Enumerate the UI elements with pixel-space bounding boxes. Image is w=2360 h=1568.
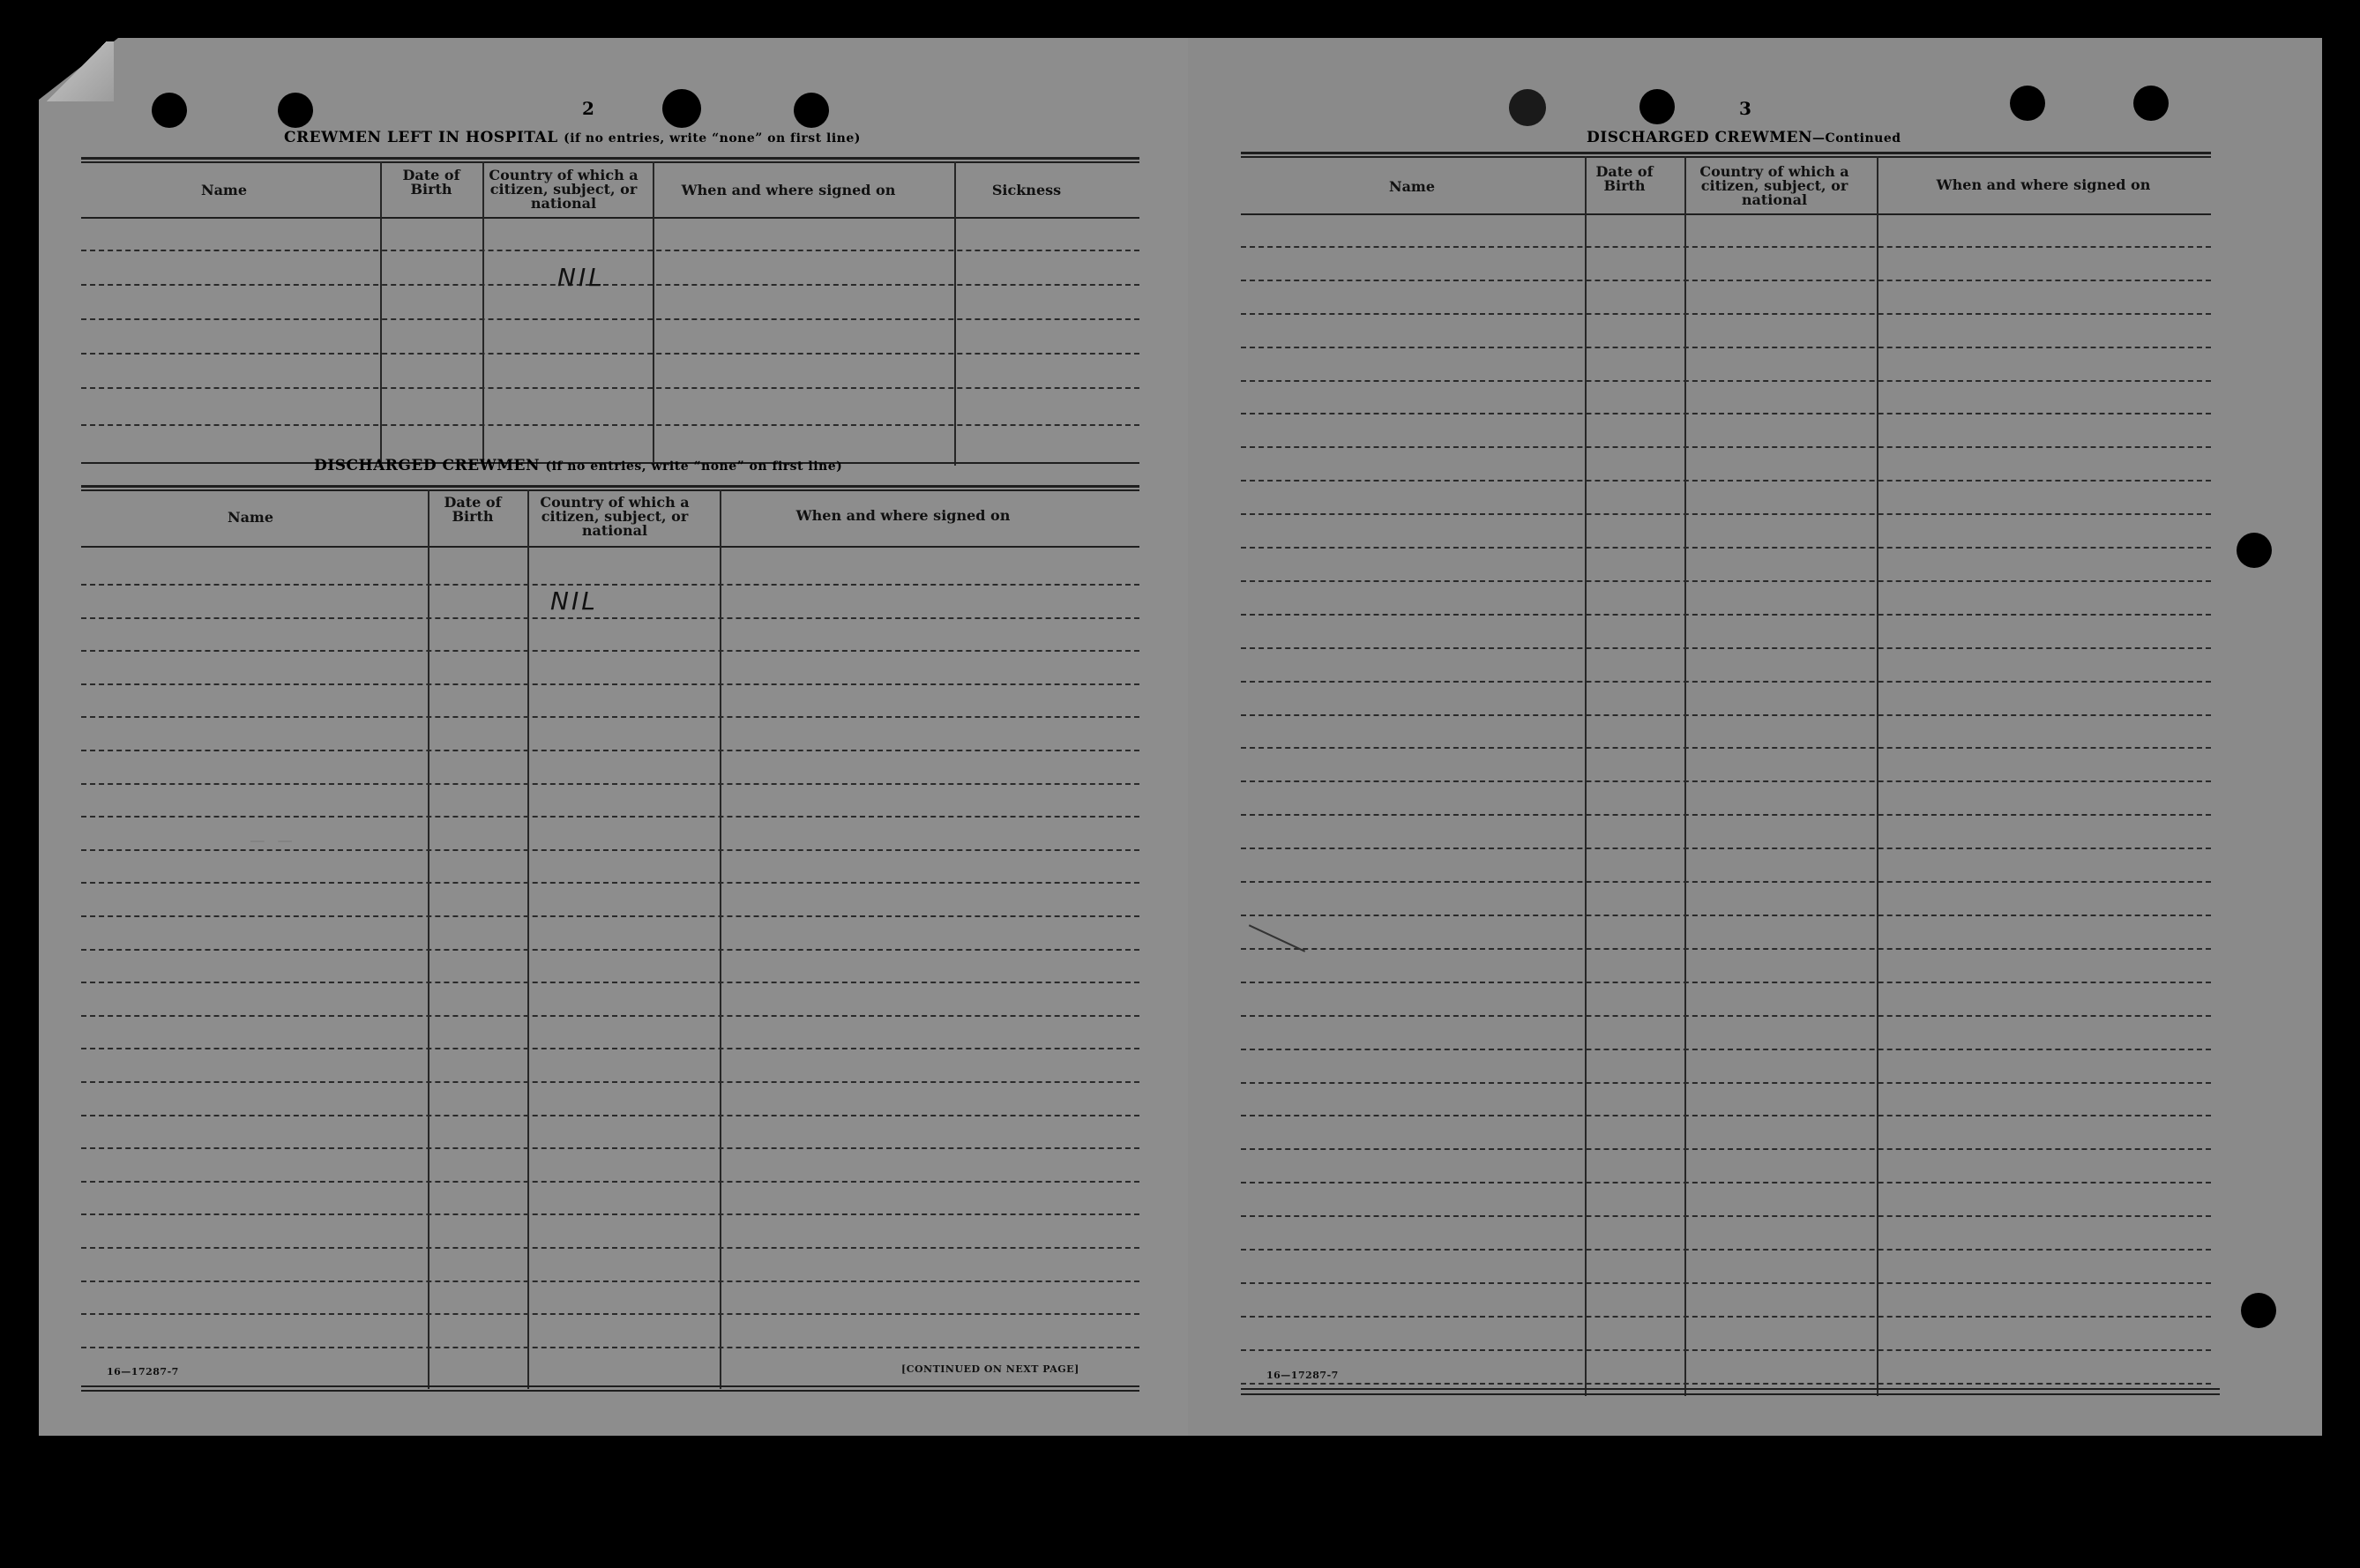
punch-hole — [1509, 89, 1546, 126]
column-header-date-of-birth: Date of Birth — [402, 167, 460, 198]
column-divider — [482, 161, 484, 466]
table-row — [81, 1247, 1139, 1249]
table-row — [1241, 1148, 2211, 1150]
discharged-continued-title-main: DISCHARGED CREWMEN — [1587, 129, 1813, 146]
discharged-continued-title — [1587, 129, 1901, 146]
table-row — [1241, 1215, 2211, 1217]
page-number: 2 — [582, 98, 594, 119]
column-divider — [428, 489, 429, 1389]
table-row — [1241, 547, 2211, 549]
table-row — [1241, 580, 2211, 582]
table-row — [81, 683, 1139, 685]
hospital-title-main: CREWMEN LEFT IN HOSPITAL — [284, 129, 558, 146]
column-header-name: Name — [200, 182, 248, 198]
discharged-title-main: DISCHARGED CREWMEN — [314, 457, 541, 474]
table-row — [1241, 814, 2211, 816]
table-bottom-rule — [1241, 1388, 2220, 1390]
header-bottom-rule — [81, 546, 1139, 548]
right-page — [1188, 38, 2322, 1436]
punch-hole — [1639, 89, 1675, 124]
table-row — [1241, 614, 2211, 616]
column-divider — [1585, 156, 1587, 1396]
table-row — [1241, 446, 2211, 448]
column-header-country: Country of which a citizen, subject, or national — [540, 494, 690, 539]
table-row — [81, 1213, 1139, 1215]
table-bottom-rule — [81, 1390, 1139, 1392]
table-row — [1241, 1383, 2211, 1385]
table-row — [1241, 1316, 2211, 1318]
table-row — [1241, 780, 2211, 782]
table-row — [81, 650, 1139, 652]
table-row — [81, 353, 1139, 355]
table-row — [81, 424, 1139, 426]
punch-hole — [2237, 533, 2272, 568]
table-top-rule — [81, 485, 1139, 488]
table-row — [81, 1048, 1139, 1049]
handwritten-entry: NIL — [550, 586, 598, 616]
discharged-title-note: (if no entries, write “none” on first line) — [545, 459, 843, 474]
table-row — [1241, 347, 2211, 348]
discharged-continued-title-note: —Continued — [1812, 131, 1901, 146]
table-row — [1241, 1282, 2211, 1284]
table-row — [81, 949, 1139, 951]
table-row — [81, 1313, 1139, 1315]
punch-hole — [794, 93, 829, 128]
table-row — [81, 1115, 1139, 1116]
table-row — [1241, 413, 2211, 414]
table-row — [1241, 380, 2211, 382]
column-header-country: Country of which a citizen, subject, or national — [1699, 163, 1849, 208]
table-row — [1241, 714, 2211, 716]
punch-hole — [2241, 1293, 2276, 1328]
punch-hole — [2133, 86, 2169, 121]
table-row — [81, 318, 1139, 320]
table-row — [1241, 881, 2211, 883]
punch-hole — [2010, 86, 2045, 121]
column-header-date-of-birth: Date of Birth — [1595, 163, 1654, 194]
table-row — [1241, 1249, 2211, 1251]
table-row — [81, 882, 1139, 884]
table-top-rule — [1241, 156, 2211, 158]
left-page — [39, 38, 1188, 1436]
table-row — [1241, 982, 2211, 983]
header-bottom-rule — [1241, 213, 2211, 215]
table-top-rule — [1241, 152, 2211, 154]
table-row — [1241, 1182, 2211, 1183]
table-row — [1241, 1015, 2211, 1017]
column-header-date-of-birth: Date of Birth — [444, 494, 502, 525]
column-divider — [954, 161, 956, 466]
table-row — [81, 915, 1139, 917]
table-row — [81, 849, 1139, 851]
column-header-signed-on: When and where signed on — [1936, 176, 2151, 193]
table-row — [81, 1347, 1139, 1348]
table-top-rule — [81, 161, 1139, 163]
column-divider — [1684, 156, 1686, 1396]
form-number: 16—17287-7 — [1266, 1370, 1339, 1381]
table-row — [81, 982, 1139, 983]
column-divider — [720, 489, 721, 1389]
column-divider — [380, 161, 382, 466]
table-row — [81, 1081, 1139, 1083]
table-top-rule — [81, 157, 1139, 160]
punch-hole — [152, 93, 187, 128]
table-row — [81, 284, 1139, 286]
table-row — [81, 1181, 1139, 1183]
column-divider — [527, 489, 529, 1389]
column-header-signed-on: When and where signed on — [795, 507, 1011, 524]
table-bottom-rule — [81, 1385, 1139, 1387]
table-row — [1241, 1115, 2211, 1116]
table-row — [1241, 1049, 2211, 1050]
table-row — [1241, 246, 2211, 248]
table-row — [81, 816, 1139, 818]
table-row — [81, 1015, 1139, 1017]
column-divider — [653, 161, 654, 466]
hospital-title-note: (if no entries, write “none” on first line) — [564, 131, 861, 146]
column-header-sickness: Sickness — [991, 182, 1062, 198]
header-bottom-rule — [81, 217, 1139, 219]
punch-hole — [662, 89, 701, 128]
table-row — [1241, 1082, 2211, 1084]
punch-hole — [278, 93, 313, 128]
column-header-country: Country of which a citizen, subject, or national — [489, 167, 639, 212]
folded-corner-flap — [39, 41, 114, 101]
table-bottom-rule — [1241, 1393, 2220, 1395]
continued-note: [CONTINUED ON NEXT PAGE] — [901, 1363, 1079, 1375]
table-row — [1241, 948, 2211, 950]
table-row — [81, 783, 1139, 785]
column-header-signed-on: When and where signed on — [681, 182, 896, 198]
table-row — [1241, 847, 2211, 849]
table-top-rule — [81, 489, 1139, 491]
table-row — [81, 584, 1139, 586]
table-row — [1241, 480, 2211, 482]
column-header-name: Name — [1388, 178, 1436, 195]
table-row — [81, 387, 1139, 389]
table-row — [1241, 681, 2211, 683]
table-row — [1241, 313, 2211, 315]
table-row — [1241, 280, 2211, 281]
table-row — [81, 250, 1139, 251]
table-row — [81, 617, 1139, 619]
table-row — [1241, 915, 2211, 916]
handwritten-entry: NIL — [557, 263, 605, 292]
bleed-through: — — — [250, 827, 292, 854]
table-row — [1241, 747, 2211, 749]
column-divider — [1877, 156, 1878, 1396]
table-row — [81, 716, 1139, 718]
table-row — [81, 750, 1139, 751]
form-number: 16—17287-7 — [107, 1366, 179, 1378]
table-row — [81, 1147, 1139, 1149]
hospital-section-title — [284, 129, 861, 146]
table-row — [1241, 1349, 2211, 1351]
page-number: 3 — [1739, 98, 1751, 119]
table-row — [1241, 647, 2211, 649]
table-row — [81, 1281, 1139, 1282]
discharged-section-title — [314, 457, 842, 474]
column-header-name: Name — [227, 509, 274, 526]
table-row — [1241, 513, 2211, 515]
